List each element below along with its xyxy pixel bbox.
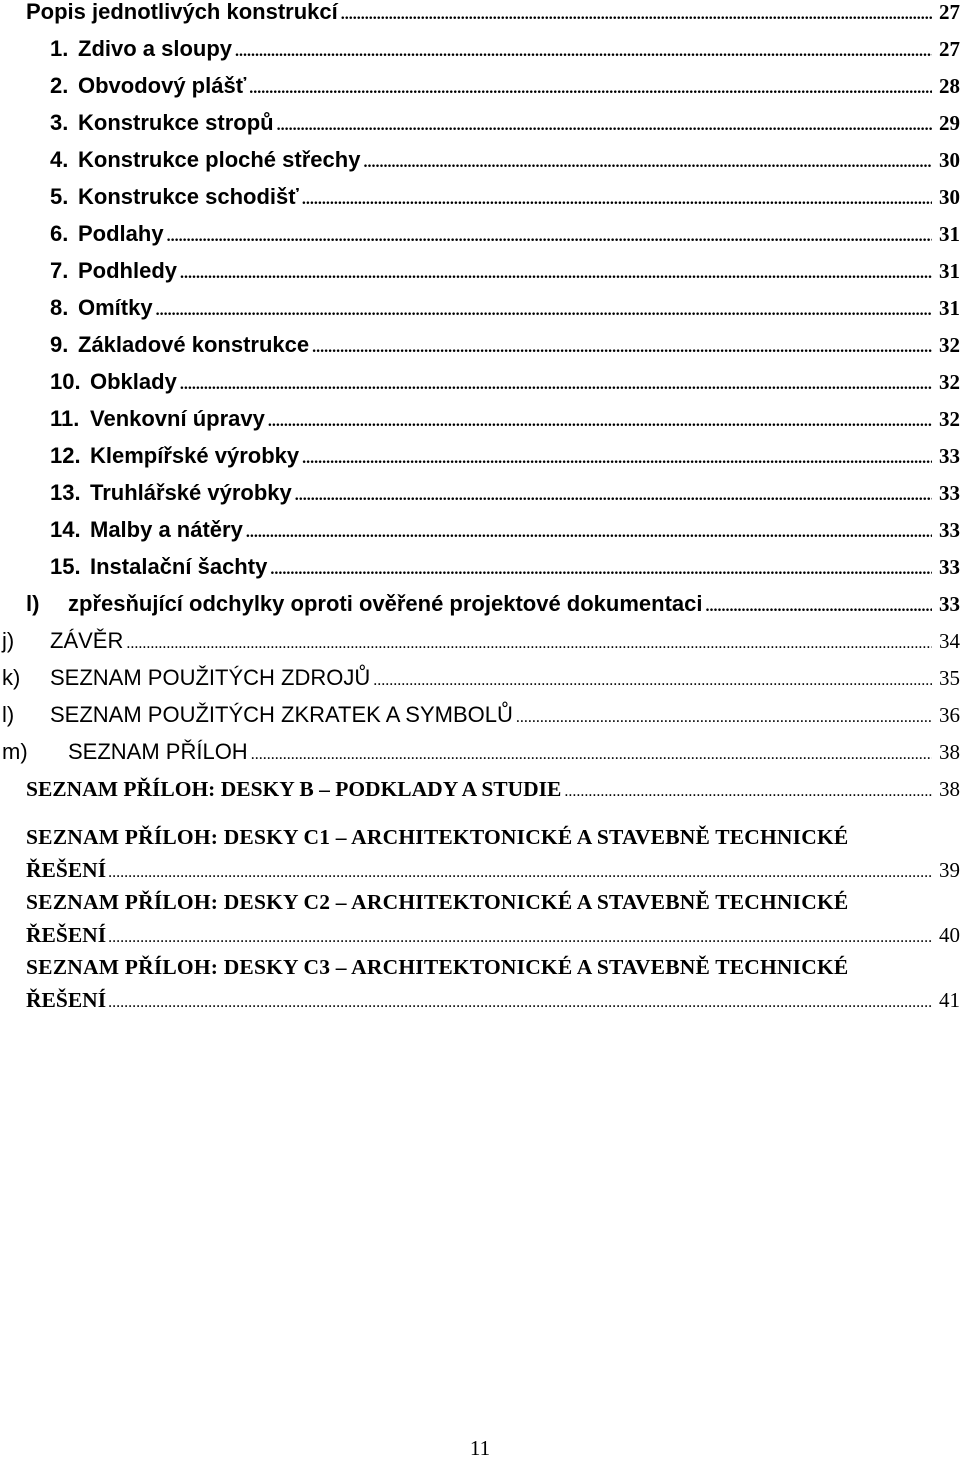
toc-subitem-number: 6. xyxy=(50,221,69,246)
dot-leader xyxy=(302,182,932,218)
toc-subitem[interactable] xyxy=(0,68,960,107)
toc-subitem-number: 14. xyxy=(50,517,81,542)
toc-subitem[interactable] xyxy=(0,142,960,181)
page-number-footer: 11 xyxy=(469,1436,491,1460)
toc-page-number: 38 xyxy=(939,777,960,801)
toc-appendix-c2[interactable] xyxy=(26,886,960,954)
toc-subitem[interactable] xyxy=(0,512,960,551)
toc-appendix-label: SEZNAM PŘÍLOH: DESKY C1 – ARCHITEKTONICKÉ A STAVEBNĚ TECHNICKÉ xyxy=(26,825,849,849)
toc-page-number: 30 xyxy=(939,148,960,172)
toc-section-letter: l) xyxy=(26,591,40,616)
toc-chapter-letter: m) xyxy=(2,739,28,764)
toc-subitem-label: Venkovní úpravy xyxy=(90,406,265,431)
dot-leader xyxy=(270,552,932,588)
toc-page-number: 33 xyxy=(939,555,960,579)
toc-page-number: 38 xyxy=(939,740,960,764)
toc-subitem-label: Konstrukce ploché střechy xyxy=(78,147,361,172)
dot-leader xyxy=(516,700,932,736)
toc-chapter-letter: j) xyxy=(2,628,15,653)
toc-subitem-number: 3. xyxy=(50,110,69,135)
dot-leader xyxy=(363,145,932,181)
toc-subitem-label: Klempířské výrobky xyxy=(90,443,300,468)
toc-subitem[interactable] xyxy=(0,475,960,514)
toc-subitem-label: Konstrukce stropů xyxy=(78,110,274,135)
toc-page-number: 32 xyxy=(939,407,960,431)
toc-appendix-label-cont: ŘEŠENÍ xyxy=(26,923,107,947)
toc-subitem-label: Malby a nátěry xyxy=(90,517,243,542)
toc-page-number: 32 xyxy=(939,333,960,357)
toc-page-number: 35 xyxy=(939,666,960,690)
toc-appendix-label: SEZNAM PŘÍLOH: DESKY C2 – ARCHITEKTONICKÉ A STAVEBNĚ TECHNICKÉ xyxy=(26,890,849,914)
toc-page-number: 31 xyxy=(939,222,960,246)
toc-appendix-b[interactable] xyxy=(0,771,960,810)
dot-leader xyxy=(126,626,932,662)
toc-subitem-number: 15. xyxy=(50,554,81,579)
toc-page-number: 40 xyxy=(939,923,960,947)
toc-appendix-label-cont: ŘEŠENÍ xyxy=(26,858,107,882)
toc-page-number: 29 xyxy=(939,111,960,135)
toc-page-number: 36 xyxy=(939,703,960,727)
toc-page-number: 27 xyxy=(939,0,960,24)
dot-leader xyxy=(246,515,932,551)
dot-leader xyxy=(249,71,932,107)
toc-page-number: 33 xyxy=(939,518,960,542)
toc-subitem-label: Instalační šachty xyxy=(90,554,268,579)
toc-subitem[interactable] xyxy=(0,179,960,218)
toc-page-number: 34 xyxy=(939,629,960,653)
dot-leader xyxy=(108,856,932,889)
toc-page-number: 31 xyxy=(939,296,960,320)
toc-page-number: 33 xyxy=(939,444,960,468)
toc-entry-popis[interactable] xyxy=(0,0,960,33)
toc-appendix-c3[interactable] xyxy=(26,951,960,1019)
dot-leader xyxy=(156,293,932,329)
toc-subitem-number: 8. xyxy=(50,295,69,320)
toc-subitem[interactable] xyxy=(0,216,960,255)
toc-subitem[interactable] xyxy=(0,31,960,70)
toc-subitem-number: 5. xyxy=(50,184,69,209)
toc-page-number: 31 xyxy=(939,259,960,283)
toc-subitem[interactable] xyxy=(0,364,960,403)
toc-subitem-label: Omítky xyxy=(78,295,153,320)
dot-leader xyxy=(277,108,932,144)
toc-subitem[interactable] xyxy=(0,549,960,588)
dot-leader xyxy=(180,367,932,403)
dot-leader xyxy=(312,330,932,366)
toc-section-label: zpřesňující odchylky oproti ověřené projektové dokumentaci xyxy=(68,591,703,616)
toc-chapter-zdroje[interactable] xyxy=(0,660,960,699)
toc-chapter-letter: l) xyxy=(2,702,15,727)
toc-chapter-label: ZÁVĚR xyxy=(50,628,124,653)
toc-subitem[interactable] xyxy=(0,105,960,144)
dot-leader xyxy=(706,589,933,625)
toc-chapter-label: SEZNAM PŘÍLOH xyxy=(68,739,248,764)
toc-chapter-label: SEZNAM POUŽITÝCH ZDROJŮ xyxy=(50,665,371,690)
toc-subitem-label: Podhledy xyxy=(78,258,178,283)
dot-leader xyxy=(235,34,932,70)
toc-page-number: 27 xyxy=(939,37,960,61)
toc-page-number: 39 xyxy=(939,858,960,882)
toc-page-number: 30 xyxy=(939,185,960,209)
dot-leader xyxy=(564,774,932,810)
toc-subitem-label: Obklady xyxy=(90,369,177,394)
dot-leader xyxy=(251,737,932,773)
dot-leader xyxy=(180,256,932,292)
toc-chapter-letter: k) xyxy=(2,665,21,690)
toc-subitem[interactable] xyxy=(0,327,960,366)
toc-subitem-label: Konstrukce schodišť xyxy=(78,184,299,209)
toc-subitem-number: 13. xyxy=(50,480,81,505)
toc-subitem-number: 9. xyxy=(50,332,69,357)
toc-page-number: 32 xyxy=(939,370,960,394)
dot-leader xyxy=(341,0,932,33)
toc-page-number: 33 xyxy=(939,592,960,616)
toc-subitem-label: Obvodový plášť xyxy=(78,73,247,98)
toc-page-number: 33 xyxy=(939,481,960,505)
toc-chapter-zaver[interactable] xyxy=(0,623,960,662)
toc-subitem[interactable] xyxy=(0,253,960,292)
toc-subitem-label: Podlahy xyxy=(78,221,164,246)
toc-page-number: 41 xyxy=(939,988,960,1012)
toc-page-number: 28 xyxy=(939,74,960,98)
toc-appendix-c1[interactable] xyxy=(26,821,960,889)
toc-chapter-prilohy[interactable] xyxy=(0,734,960,773)
toc-subitem-number: 1. xyxy=(50,36,69,61)
dot-leader xyxy=(167,219,932,255)
toc-subitem-label: Základové konstrukce xyxy=(78,332,310,357)
toc-subitem-label: Truhlářské výrobky xyxy=(90,480,292,505)
toc-chapter-label: SEZNAM POUŽITÝCH ZKRATEK A SYMBOLŮ xyxy=(50,702,513,727)
toc-appendix-label: SEZNAM PŘÍLOH: DESKY B – PODKLADY A STUDIE xyxy=(26,777,562,801)
dot-leader xyxy=(108,921,932,954)
toc-subitem[interactable] xyxy=(0,290,960,329)
dot-leader xyxy=(302,441,932,477)
toc-subitem[interactable] xyxy=(0,401,960,440)
dot-leader xyxy=(268,404,932,440)
toc-subitem-number: 11. xyxy=(50,406,80,431)
toc-subitem-label: Zdivo a sloupy xyxy=(78,36,233,61)
toc-entry-label: Popis jednotlivých konstrukcí xyxy=(26,0,338,24)
toc-subitem-number: 2. xyxy=(50,73,69,98)
dot-leader xyxy=(373,663,932,699)
toc-appendix-label-cont: ŘEŠENÍ xyxy=(26,988,107,1012)
toc-subitem-number: 4. xyxy=(50,147,69,172)
toc-subitem-number: 10. xyxy=(50,369,81,394)
toc-appendix-label: SEZNAM PŘÍLOH: DESKY C3 – ARCHITEKTONICKÉ A STAVEBNĚ TECHNICKÉ xyxy=(26,955,849,979)
toc-subitem[interactable] xyxy=(0,438,960,477)
dot-leader xyxy=(108,986,932,1019)
toc-chapter-zkratky[interactable] xyxy=(0,697,960,736)
toc-subitem-number: 7. xyxy=(50,258,69,283)
toc-subitem-number: 12. xyxy=(50,443,81,468)
dot-leader xyxy=(295,478,932,514)
toc-section-l[interactable] xyxy=(0,586,960,625)
